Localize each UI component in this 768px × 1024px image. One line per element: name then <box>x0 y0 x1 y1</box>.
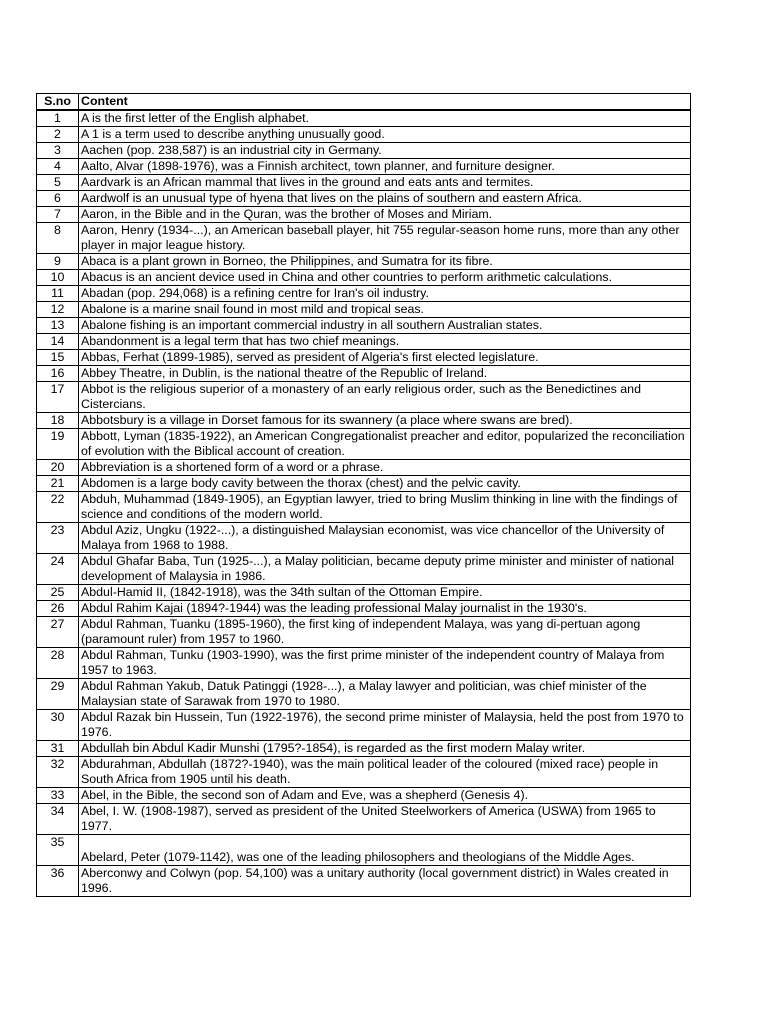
row-sno: 10 <box>37 270 79 286</box>
row-content: Aaron, Henry (1934-...), an American baseball player, hit 755 regular-season home runs, more than any other player in major league history. <box>79 223 691 254</box>
row-content: Aberconwy and Colwyn (pop. 54,100) was a unitary authority (local government district) in Wales created in 1996. <box>79 866 691 897</box>
table-row <box>37 788 691 804</box>
row-content: Abdul Rahman, Tunku (1903-1990), was the first prime minister of the independent country of Malaya from 1957 to 1963. <box>79 648 691 679</box>
row-sno: 23 <box>37 523 79 554</box>
row-content: Abdomen is a large body cavity between the thorax (chest) and the pelvic cavity. <box>79 476 691 492</box>
row-content: Abdul Rahman, Tuanku (1895-1960), the first king of independent Malaya, was yang di-pertuan agong (paramount ruler) from 1957 to 1960. <box>79 617 691 648</box>
row-sno: 9 <box>37 254 79 270</box>
row-sno: 3 <box>37 143 79 159</box>
row-sno: 12 <box>37 302 79 318</box>
row-sno: 29 <box>37 679 79 710</box>
table-row <box>37 585 691 601</box>
table-body <box>37 110 691 897</box>
table-row <box>37 254 691 270</box>
table-row <box>37 382 691 413</box>
row-content: Aalto, Alvar (1898-1976), was a Finnish architect, town planner, and furniture designer. <box>79 159 691 175</box>
table-row <box>37 757 691 788</box>
table-row <box>37 159 691 175</box>
table-row <box>37 350 691 366</box>
row-sno: 15 <box>37 350 79 366</box>
table-row <box>37 334 691 350</box>
row-sno: 34 <box>37 804 79 835</box>
row-sno: 25 <box>37 585 79 601</box>
table-row <box>37 413 691 429</box>
row-sno: 19 <box>37 429 79 460</box>
table-row <box>37 804 691 835</box>
row-content: Abdul Rahim Kajai (1894?-1944) was the leading professional Malay journalist in the 1930's. <box>79 601 691 617</box>
document-sheet <box>36 93 690 897</box>
row-content: A is the first letter of the English alphabet. <box>79 110 691 127</box>
row-sno: 6 <box>37 191 79 207</box>
table-row <box>37 554 691 585</box>
row-sno: 14 <box>37 334 79 350</box>
header-content: Content <box>79 94 691 111</box>
row-content: Aardvark is an African mammal that lives in the ground and eats ants and termites. <box>79 175 691 191</box>
row-content: Aardwolf is an unusual type of hyena that lives on the plains of southern and eastern Africa. <box>79 191 691 207</box>
row-sno: 20 <box>37 460 79 476</box>
table-row <box>37 127 691 143</box>
row-sno: 21 <box>37 476 79 492</box>
row-sno: 30 <box>37 710 79 741</box>
row-sno: 8 <box>37 223 79 254</box>
row-content: Abdul Razak bin Hussein, Tun (1922-1976), the second prime minister of Malaysia, held the post from 1970 to 1976. <box>79 710 691 741</box>
row-sno: 18 <box>37 413 79 429</box>
row-content: Abdul-Hamid II, (1842-1918), was the 34th sultan of the Ottoman Empire. <box>79 585 691 601</box>
table-row <box>37 318 691 334</box>
table-row <box>37 286 691 302</box>
row-sno: 35 <box>37 835 79 866</box>
row-content: Abdurahman, Abdullah (1872?-1940), was the main political leader of the coloured (mixed race) people in South Africa from 1905 until his death. <box>79 757 691 788</box>
table-row <box>37 741 691 757</box>
table-row <box>37 617 691 648</box>
row-content: Abbot is the religious superior of a monastery of an early religious order, such as the Benedictines and Cistercians. <box>79 382 691 413</box>
row-content: Abduh, Muhammad (1849-1905), an Egyptian lawyer, tried to bring Muslim thinking in line with the findings of science and conditions of the modern world. <box>79 492 691 523</box>
row-content: Abbott, Lyman (1835-1922), an American Congregationalist preacher and editor, popularized the reconciliation of evolution with the Biblical account of creation. <box>79 429 691 460</box>
row-content: Abdul Ghafar Baba, Tun (1925-...), a Malay politician, became deputy prime minister and minister of national development of Malaysia in 1986. <box>79 554 691 585</box>
row-sno: 33 <box>37 788 79 804</box>
table-row <box>37 679 691 710</box>
table-row <box>37 523 691 554</box>
row-sno: 22 <box>37 492 79 523</box>
row-sno: 13 <box>37 318 79 334</box>
row-sno: 7 <box>37 207 79 223</box>
table-row <box>37 835 691 866</box>
table-row <box>37 366 691 382</box>
row-content: Abbotsbury is a village in Dorset famous for its swannery (a place where swans are bred). <box>79 413 691 429</box>
row-sno: 27 <box>37 617 79 648</box>
row-sno: 16 <box>37 366 79 382</box>
row-sno: 36 <box>37 866 79 897</box>
table-row <box>37 223 691 254</box>
table-row <box>37 302 691 318</box>
table-row <box>37 601 691 617</box>
table-row <box>37 866 691 897</box>
table-row <box>37 143 691 159</box>
row-sno: 1 <box>37 110 79 127</box>
row-sno: 26 <box>37 601 79 617</box>
row-content: Abel, I. W. (1908-1987), served as president of the United Steelworkers of America (USWA) from 1965 to 1977. <box>79 804 691 835</box>
table-row <box>37 110 691 127</box>
row-content: Abacus is an ancient device used in China and other countries to perform arithmetic calculations. <box>79 270 691 286</box>
table-row <box>37 710 691 741</box>
row-content: Abalone fishing is an important commercial industry in all southern Australian states. <box>79 318 691 334</box>
row-sno: 24 <box>37 554 79 585</box>
row-content: Aaron, in the Bible and in the Quran, was the brother of Moses and Miriam. <box>79 207 691 223</box>
row-sno: 17 <box>37 382 79 413</box>
row-sno: 2 <box>37 127 79 143</box>
row-sno: 11 <box>37 286 79 302</box>
row-sno: 32 <box>37 757 79 788</box>
table-row <box>37 270 691 286</box>
row-sno: 28 <box>37 648 79 679</box>
table-row <box>37 207 691 223</box>
row-content: Abadan (pop. 294,068) is a refining centre for Iran's oil industry. <box>79 286 691 302</box>
row-content: Aachen (pop. 238,587) is an industrial city in Germany. <box>79 143 691 159</box>
row-content: Abbas, Ferhat (1899-1985), served as president of Algeria's first elected legislature. <box>79 350 691 366</box>
table-row <box>37 460 691 476</box>
row-sno: 4 <box>37 159 79 175</box>
row-content: Abel, in the Bible, the second son of Adam and Eve, was a shepherd (Genesis 4). <box>79 788 691 804</box>
header-sno: S.no <box>37 94 79 111</box>
row-content: Abalone is a marine snail found in most mild and tropical seas. <box>79 302 691 318</box>
row-content: Abaca is a plant grown in Borneo, the Philippines, and Sumatra for its fibre. <box>79 254 691 270</box>
row-sno: 5 <box>37 175 79 191</box>
row-content: A 1 is a term used to describe anything unusually good. <box>79 127 691 143</box>
row-content: Abdul Rahman Yakub, Datuk Patinggi (1928-...), a Malay lawyer and politician, was chief minister of the Malaysian state of Sarawak from 1970 to 1980. <box>79 679 691 710</box>
row-content: Abbreviation is a shortened form of a word or a phrase. <box>79 460 691 476</box>
row-content: Abdullah bin Abdul Kadir Munshi (1795?-1854), is regarded as the first modern Malay writer. <box>79 741 691 757</box>
table-row <box>37 648 691 679</box>
content-table <box>36 93 691 897</box>
table-header-row <box>37 94 691 111</box>
table-row <box>37 476 691 492</box>
table-row <box>37 191 691 207</box>
row-content: Abdul Aziz, Ungku (1922-...), a distinguished Malaysian economist, was vice chancellor of the University of Malaya from 1968 to 1988. <box>79 523 691 554</box>
row-sno: 31 <box>37 741 79 757</box>
row-content: Abbey Theatre, in Dublin, is the national theatre of the Republic of Ireland. <box>79 366 691 382</box>
row-content: Abelard, Peter (1079-1142), was one of the leading philosophers and theologians of the Middle Ages. <box>79 835 691 866</box>
row-content: Abandonment is a legal term that has two chief meanings. <box>79 334 691 350</box>
table-row <box>37 175 691 191</box>
table-row <box>37 492 691 523</box>
table-row <box>37 429 691 460</box>
